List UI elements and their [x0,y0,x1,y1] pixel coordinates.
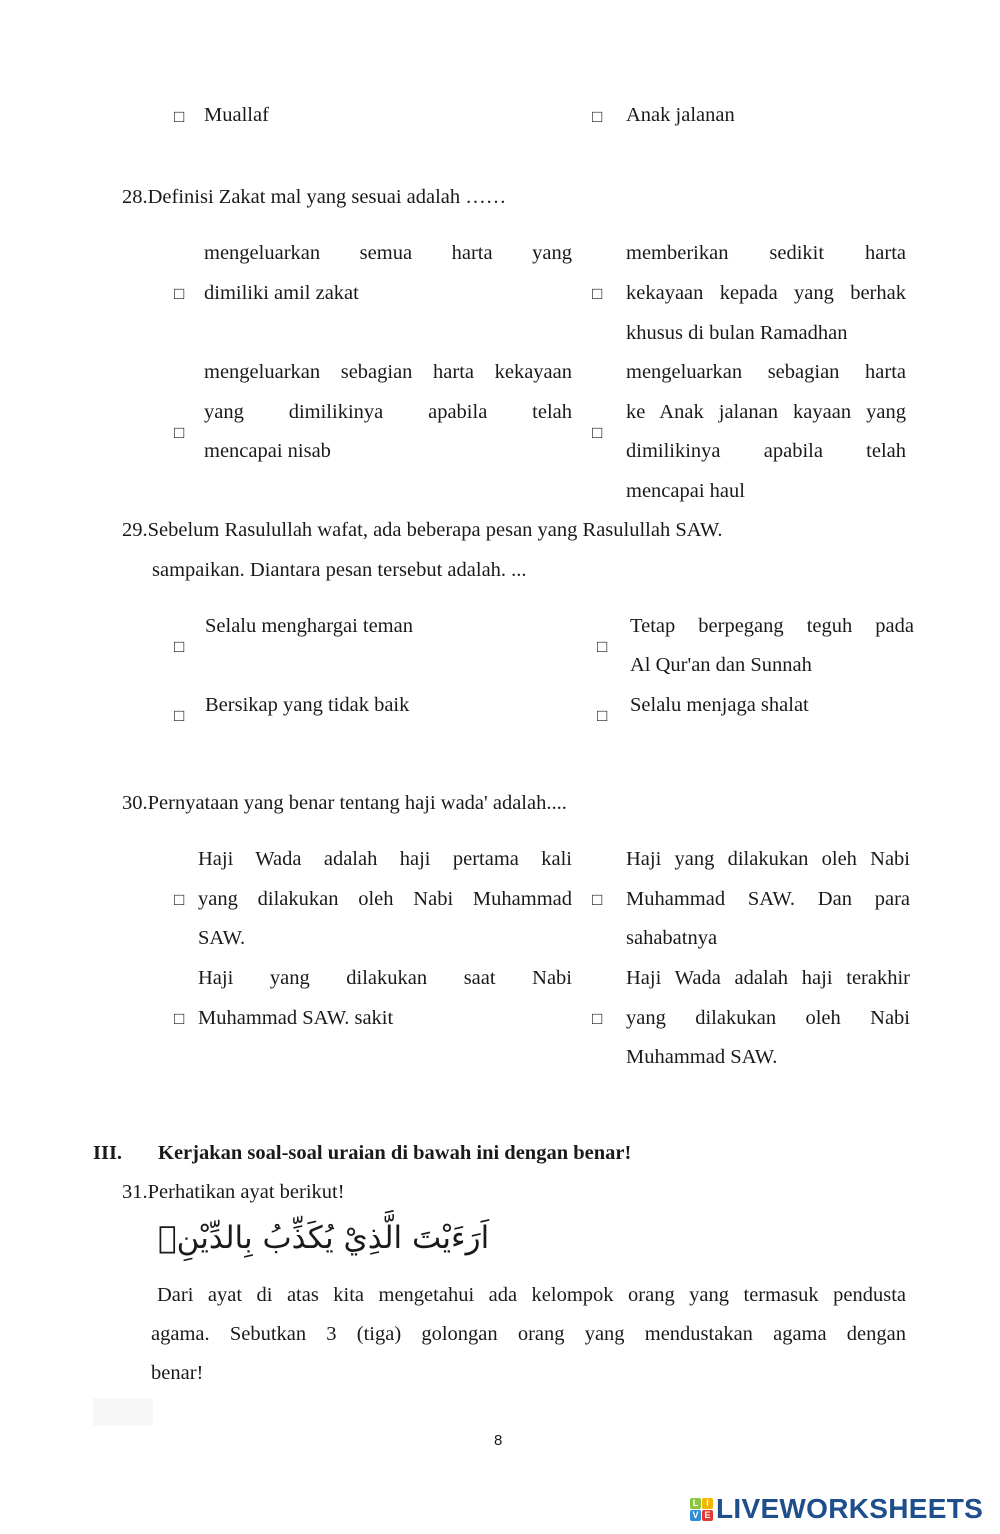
question-31-text: Dari ayat di atas kita mengetahui ada kelompok orang yang termasuk pendusta [157,1284,906,1306]
checkbox[interactable]: □ [174,637,185,656]
checkbox[interactable]: □ [592,890,603,909]
question-29: 29.Sebelum Rasulullah wafat, ada beberapa pesan yang Rasulullah SAW. [122,519,723,541]
liveworksheets-logo [690,1493,983,1525]
checkbox[interactable]: □ [597,706,608,725]
checkbox[interactable]: □ [592,107,603,126]
checkbox[interactable]: □ [174,107,185,126]
option-text: yang dilakukan oleh Nabi [626,1007,910,1029]
page-number: 8 [494,1432,503,1449]
option-text: Muhammad SAW. Dan para [626,888,910,910]
checkbox[interactable]: □ [592,284,603,303]
option-text: mengeluarkan sebagian harta kekayaan [204,361,572,383]
question-31-text: agama. Sebutkan 3 (tiga) golongan orang yang mendustakan agama dengan [151,1323,906,1345]
checkbox[interactable]: □ [592,1009,603,1028]
option-text: yang dilakukan oleh Nabi Muhammad [198,888,572,910]
option-text: kekayaan kepada yang berhak [626,282,906,304]
answer-area[interactable] [93,1398,153,1426]
option-text: Anak jalanan [626,104,735,126]
option-text: Bersikap yang tidak baik [205,694,410,716]
arabic-verse: اَرَءَيْتَ الَّذِيْ يُكَذِّبُ بِالدِّيْنِۗ [158,1220,490,1256]
option-text: mengeluarkan sebagian harta [626,361,906,383]
option-text: yang dimilikinya apabila telah [204,401,572,423]
option-text: Haji yang dilakukan oleh Nabi [626,848,910,870]
option-text: Selalu menghargai teman [205,615,413,637]
checkbox[interactable]: □ [174,284,185,303]
option-text: Haji Wada adalah haji pertama kali [198,848,572,870]
option-text: Haji yang dilakukan saat Nabi [198,967,572,989]
option-text: Muhammad SAW. sakit [198,1007,394,1029]
option-text: dimiliki amil zakat [204,282,359,304]
option-text: sahabatnya [626,927,718,949]
question-30: 30.Pernyataan yang benar tentang haji wada' adalah.... [122,792,567,814]
question-31-text: benar! [151,1362,204,1384]
option-text: dimilikinya apabila telah [626,440,906,462]
checkbox[interactable]: □ [174,890,185,909]
section-title: Kerjakan soal-soal uraian di bawah ini dengan benar! [158,1142,632,1164]
option-text: khusus di bulan Ramadhan [626,322,848,344]
question-31: 31.Perhatikan ayat berikut! [122,1181,345,1203]
question-29-cont: sampaikan. Diantara pesan tersebut adalah. ... [152,559,527,581]
option-text: mencapai nisab [204,440,331,462]
logo-icon: L I V E [690,1498,713,1521]
option-text: Selalu menjaga shalat [630,694,809,716]
checkbox[interactable]: □ [592,423,603,442]
checkbox[interactable]: □ [174,1009,185,1028]
option-text: mengeluarkan semua harta yang [204,242,572,264]
option-text: Al Qur'an dan Sunnah [630,654,812,676]
checkbox[interactable]: □ [174,423,185,442]
option-text: mencapai haul [626,480,745,502]
option-text: Tetap berpegang teguh pada [630,615,914,637]
option-text: Muhammad SAW. [626,1046,778,1068]
option-text: memberikan sedikit harta [626,242,906,264]
option-text: Haji Wada adalah haji terakhir [626,967,910,989]
question-28: 28.Definisi Zakat mal yang sesuai adalah …… [122,186,507,208]
logo-text: LIVEWORKSHEETS [716,1493,984,1524]
option-text: SAW. [198,927,246,949]
option-text: ke Anak jalanan kayaan yang [626,401,906,423]
checkbox[interactable]: □ [174,706,185,725]
option-text: Muallaf [204,104,269,126]
checkbox[interactable]: □ [597,637,608,656]
section-number: III. [93,1142,123,1164]
